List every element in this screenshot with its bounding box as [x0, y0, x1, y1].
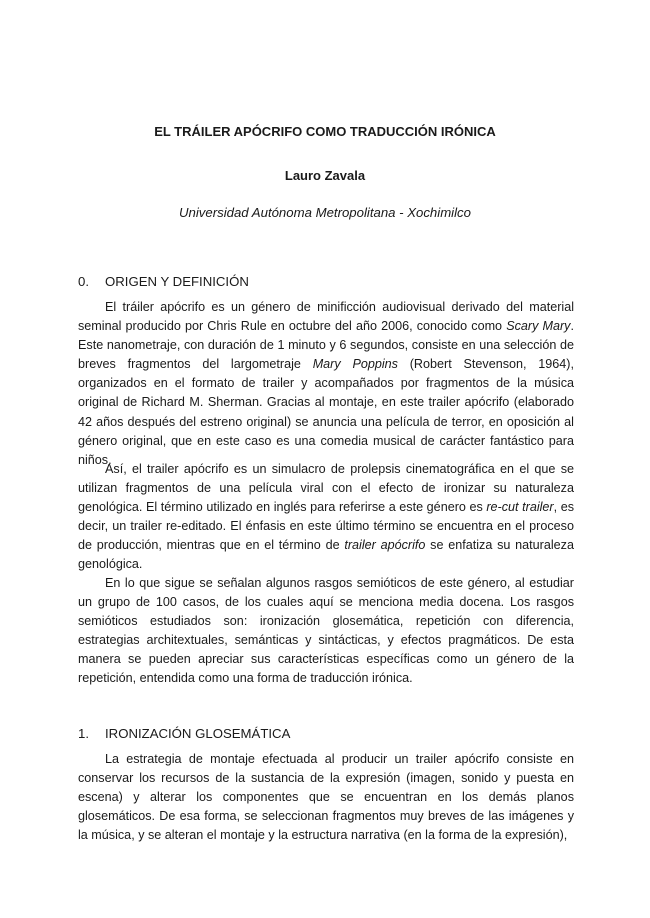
section-number: 0.	[78, 274, 89, 289]
section-title: IRONIZACIÓN GLOSEMÁTICA	[105, 726, 291, 741]
section-heading-1	[78, 726, 290, 741]
section-number: 1.	[78, 726, 89, 741]
section-heading-0	[78, 274, 249, 289]
paragraph: En lo que sigue se señalan algunos rasgos semióticos de este género, al estudiar un grupo de 100 casos, de los cuales aquí se menciona media docena. Los rasgos semióticos estudiados son: ironización glosemática, repetición con diferencia, estrategias architextuales, semánticas y sintácticas, y efectos pragmáticos. De esta manera se pueden apreciar sus características específicas como un género de la repetición, entendida como una forma de traducción irónica.	[78, 576, 574, 686]
italic-term: Mary Poppins	[312, 357, 398, 372]
italic-term: re-cut trailer	[486, 500, 554, 515]
italic-term: Scary Mary	[506, 319, 571, 334]
paragraph: El tráiler apócrifo es un género de minificción audiovisual derivado del material seminal producido por Chris Rule en octubre del año 2006, conocido como Scary Mary. Este nanometraje, con duración de 1 minuto y 6 segundos, consiste en una selección de breves fragmentos del largometraje Mary Poppins (Robert Stevenson, 1964), organizados en el formato de trailer y acompañados por fragmentos de la música original de Richard M. Sherman. Gracias al montaje, en este trailer apócrifo (elaborado 42 años después del estreno original) se anuncia una película de terror, en oposición al género original, que en este caso es una comedia musical de carácter fantástico para niños.	[78, 300, 574, 467]
paragraph: La estrategia de montaje efectuada al producir un trailer apócrifo consiste en conservar los recursos de la sustancia de la expresión (imagen, sonido y puesta en escena) y alterar los componentes que se encuentran en los demás planos glosemáticos. De esa forma, se seleccionan fragmentos muy breves de las imágenes y la música, y se alteran el montaje y la estructura narrativa (en la forma de la expresión),	[78, 752, 574, 843]
author-affiliation: Universidad Autónoma Metropolitana - Xochimilco	[179, 205, 471, 220]
italic-term: trailer apócrifo	[344, 538, 426, 553]
author-name: Lauro Zavala	[284, 168, 366, 183]
paper-title: EL TRÁILER APÓCRIFO COMO TRADUCCIÓN IRÓNICA	[154, 124, 496, 139]
paragraph: Así, el trailer apócrifo es un simulacro de prolepsis cinematográfica en el que se utilizan fragmentos de una película viral con el efecto de ironizar su naturaleza genológica. El término utilizado en inglés para referirse a este género es re-cut trailer, es decir, un trailer re-editado. El énfasis en este último término se encuentra en el proceso de producción, mientras que en el término de trailer apócrifo se enfatiza su naturaleza genológica.	[78, 462, 574, 572]
section-title: ORIGEN Y DEFINICIÓN	[105, 274, 249, 289]
